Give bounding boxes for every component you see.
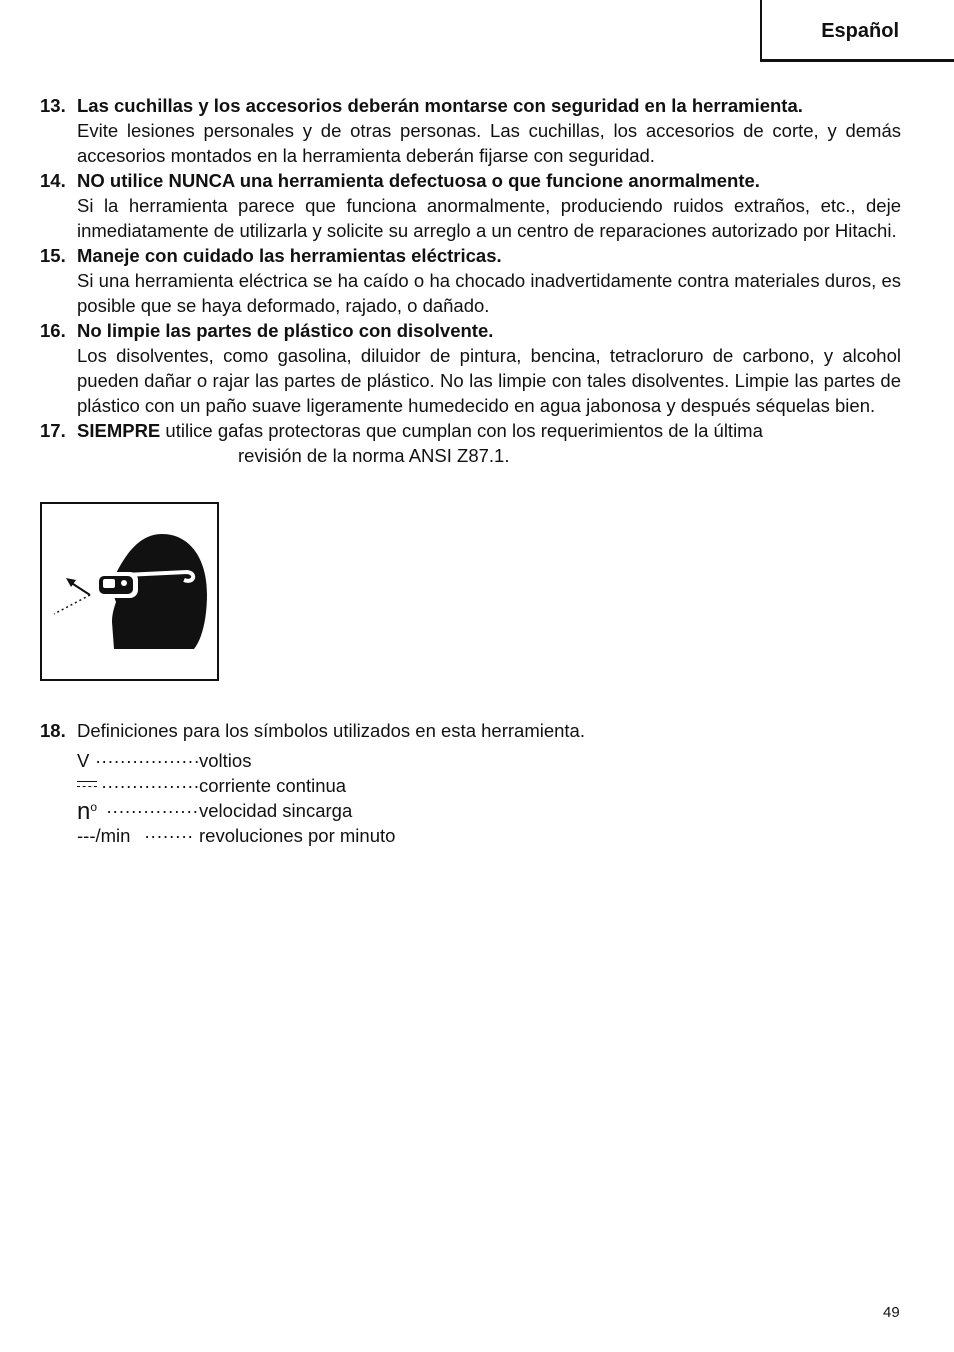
symbol-meaning: velocidad sincarga bbox=[199, 800, 353, 821]
safety-goggles-pictogram bbox=[40, 502, 219, 681]
leader-dots: ········ bbox=[144, 825, 194, 846]
item-text: Evite lesiones personales y de otras personas. Las cuchillas, los accesorios de corte, y demás accesorios montados en la herramienta deberán fijarse con seguridad. bbox=[77, 120, 901, 166]
list-item-14 bbox=[40, 168, 901, 243]
list-item-16 bbox=[40, 318, 901, 418]
item-heading: No limpie las partes de plástico con disolvente. bbox=[77, 320, 494, 341]
item-heading: Maneje con cuidado las herramientas eléctricas. bbox=[77, 245, 502, 266]
leader-dots: ················ bbox=[101, 775, 200, 796]
item-number: 18. bbox=[40, 720, 66, 741]
list-item-18 bbox=[40, 718, 901, 743]
item-text-line1: utilice gafas protectoras que cumplan con los requerimientos de la última bbox=[160, 420, 763, 441]
symbol-meaning: corriente continua bbox=[199, 775, 347, 796]
item-text: Definiciones para los símbolos utilizados en esta herramienta. bbox=[77, 720, 585, 741]
item-number: 15. bbox=[40, 245, 66, 266]
item-text-line2: revisión de la norma ANSI Z87.1. bbox=[238, 445, 510, 466]
list-item-13 bbox=[40, 93, 901, 168]
item-number: 13. bbox=[40, 95, 66, 116]
page-number: 49 bbox=[883, 1304, 900, 1321]
item-heading: Las cuchillas y los accesorios deberán montarse con seguridad en la herramienta. bbox=[77, 95, 803, 116]
item-number: 14. bbox=[40, 170, 66, 191]
item-number: 16. bbox=[40, 320, 66, 341]
item-heading: NO utilice NUNCA una herramienta defectuosa o que funcione anormalmente. bbox=[77, 170, 760, 191]
emphasis-word: SIEMPRE bbox=[77, 420, 161, 441]
symbol-per-min: ---/min bbox=[77, 825, 131, 846]
symbol-v: V bbox=[77, 750, 90, 771]
language-label: Español bbox=[821, 20, 899, 42]
leader-dots: ················· bbox=[95, 750, 200, 771]
language-tab bbox=[760, 0, 954, 62]
item-text-lead bbox=[77, 418, 901, 443]
leader-dots: ··············· bbox=[106, 800, 199, 821]
list-item-17 bbox=[40, 418, 901, 468]
symbol-meaning: revoluciones por minuto bbox=[199, 825, 396, 846]
direct-current-icon bbox=[77, 779, 97, 791]
item-text: Los disolventes, como gasolina, diluidor de pintura, bencina, tetracloruro de carbono, y alcohol pueden dañar o rajar las partes de plástico. No las limpie con tales disolventes. Limpie las partes de plástico con un paño suave ligeramente humedecido en agua jabonosa y después séquelas bien. bbox=[77, 345, 901, 416]
item-text: Si una herramienta eléctrica se ha caído o ha chocado inadvertidamente contra materiales duros, es posible que se haya deformado, rajado, o dañado. bbox=[77, 270, 901, 316]
safety-list bbox=[40, 93, 901, 468]
list-item-15 bbox=[40, 243, 901, 318]
symbol-meaning: voltios bbox=[199, 750, 252, 771]
goggles-head-icon bbox=[42, 504, 217, 679]
symbol-no: $n^o$ bbox=[77, 798, 98, 825]
item-text: Si la herramienta parece que funciona anormalmente, produciendo ruidos extraños, etc., deje inmediatamente de utilizarla y solicite su arreglo a un centro de reparaciones autorizado por Hitachi. bbox=[77, 195, 901, 241]
item-number: 17. bbox=[40, 420, 66, 441]
